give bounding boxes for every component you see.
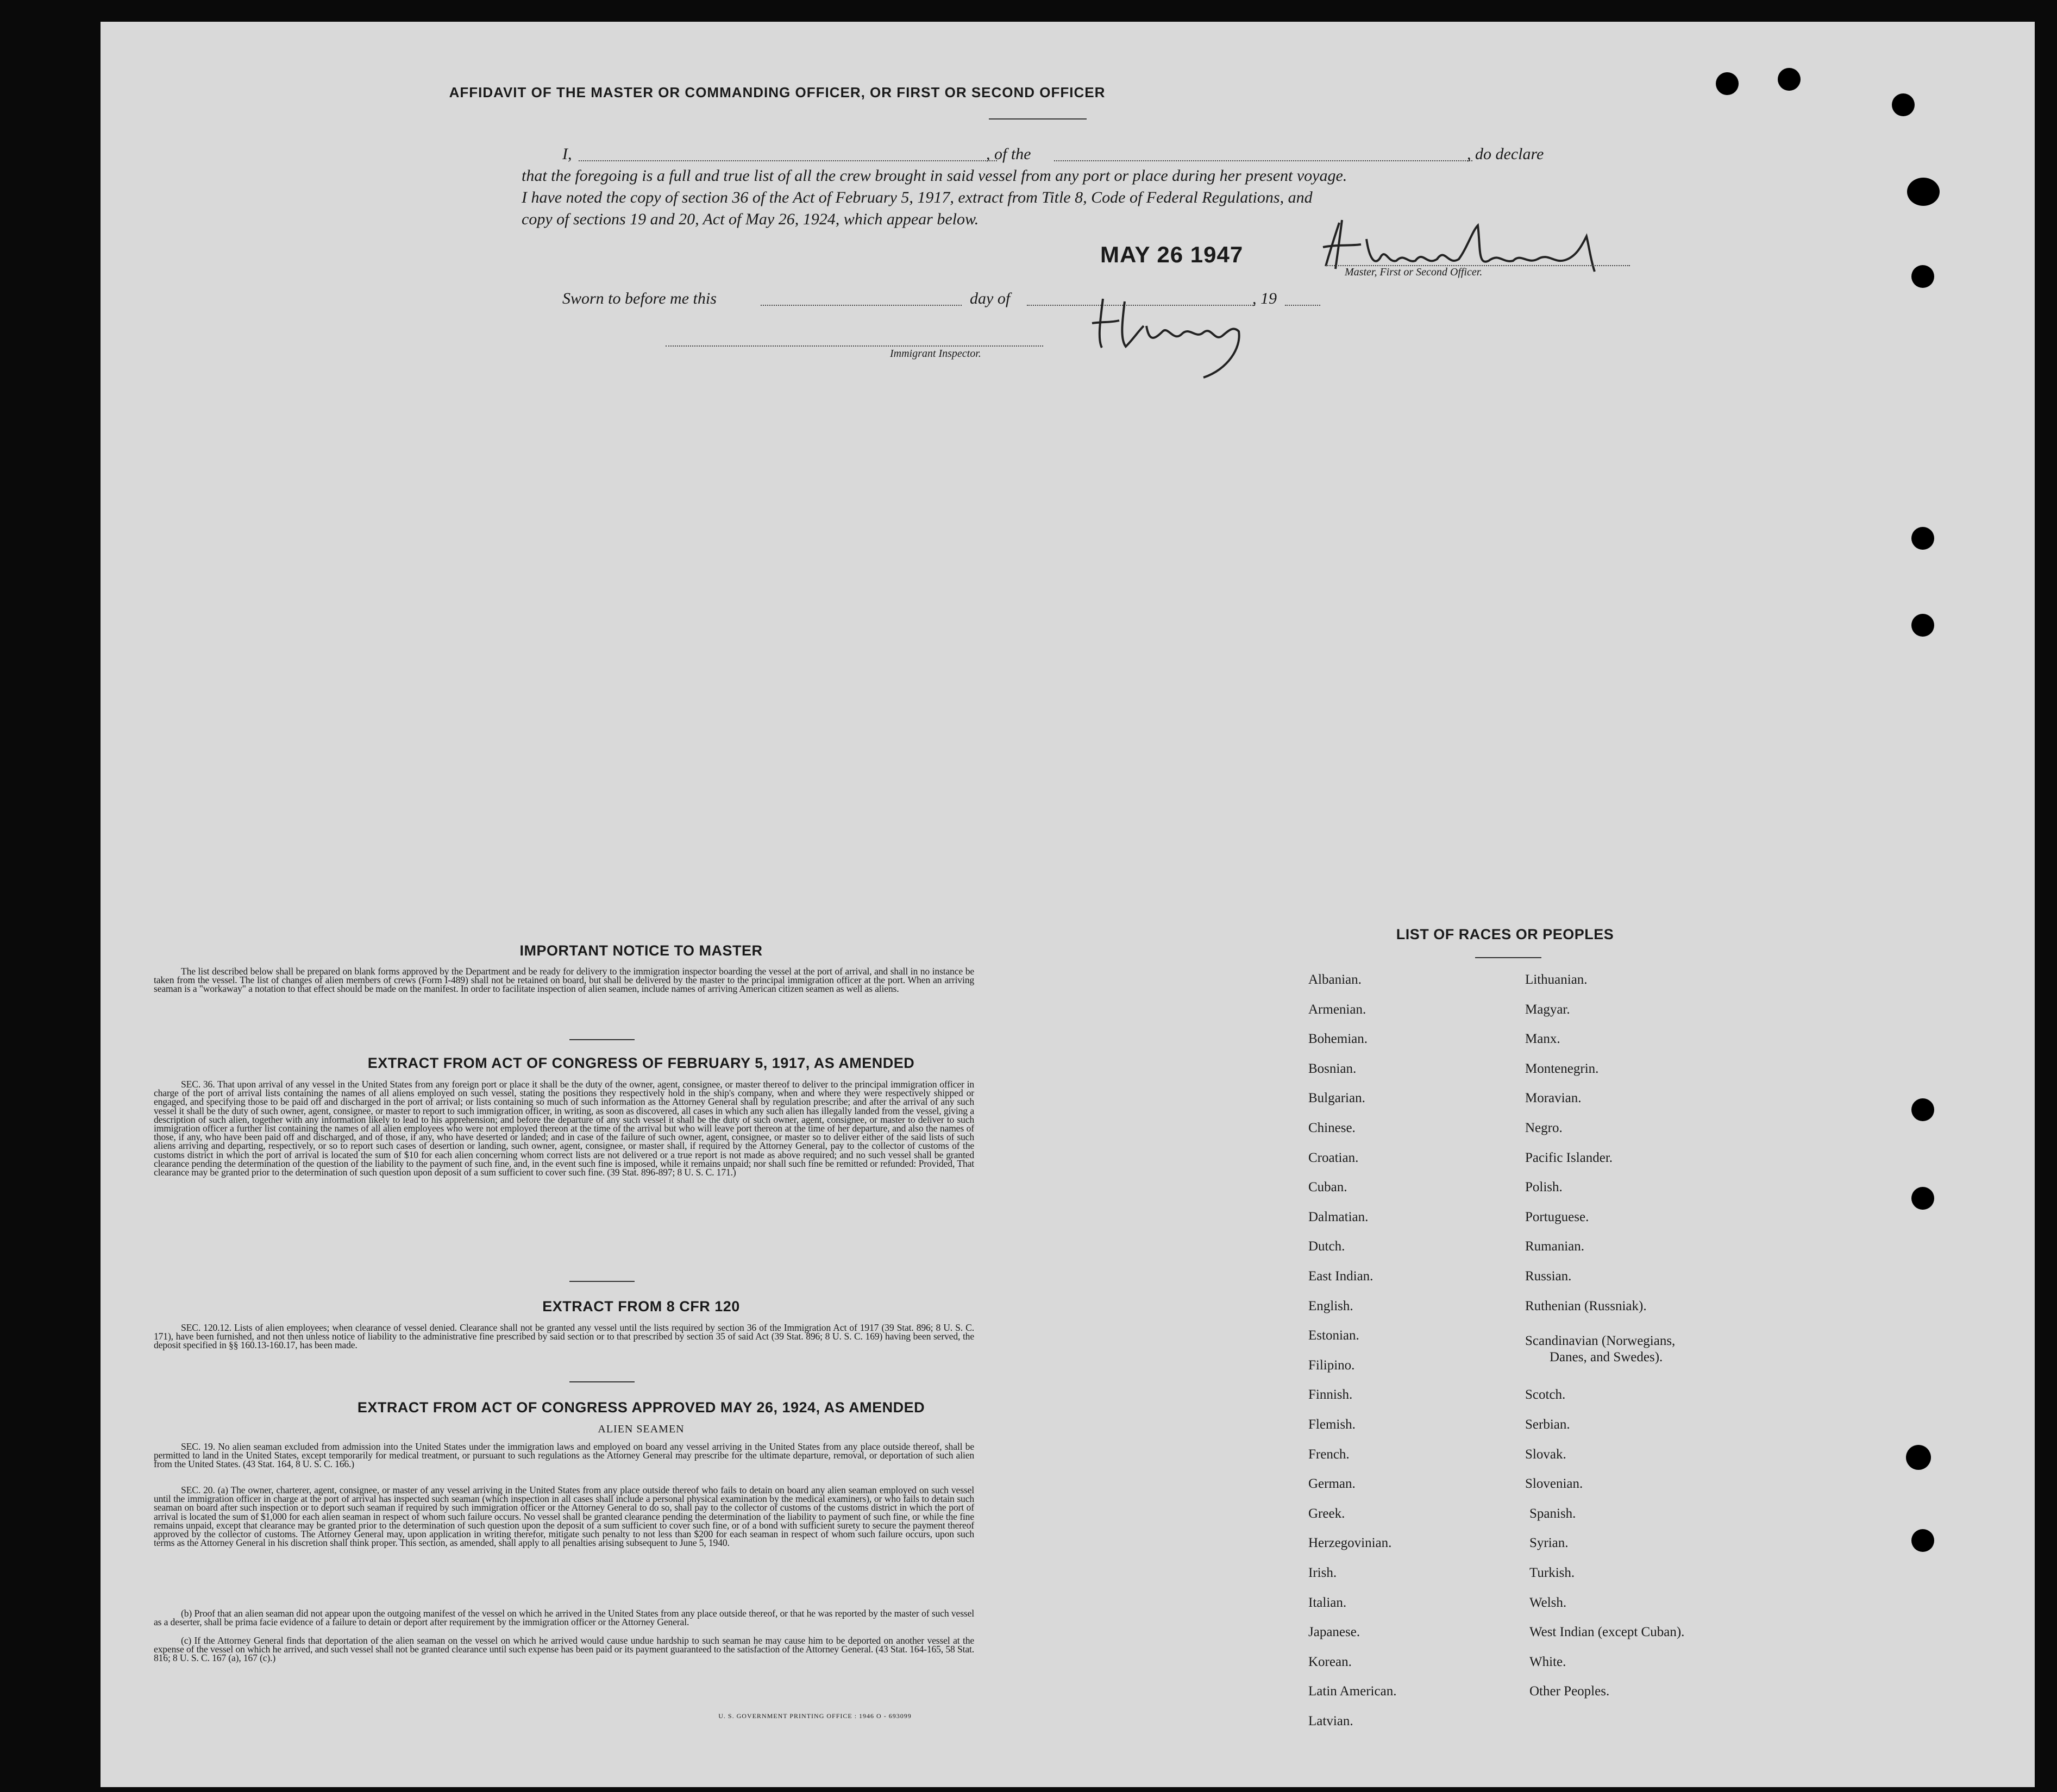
- race-item: Pacific Islander.: [1525, 1150, 1613, 1165]
- race-item: Danes, and Swedes).: [1550, 1350, 1663, 1365]
- inspector-caption: Immigrant Inspector.: [890, 348, 981, 360]
- race-item: Italian.: [1308, 1595, 1347, 1610]
- punch-hole: [1911, 1529, 1934, 1552]
- races-title: LIST OF RACES OR PEOPLES: [1396, 926, 1614, 942]
- race-item: Albanian.: [1308, 972, 1362, 987]
- notice-text: The list described below shall be prepared on blank forms approved by the Department and be ready for delivery to the immigration inspector boarding the vessel at the port of arrival, and shall in no instance be taken from the vessel. The list of changes of alien members of crews (Form I-489) shall not be retained on board, but shall be delivered by the master to the principal immigration officer at the port. When an arriving seaman is a "workaway" a notation to that effect should be made on the manifest. In order to facilitate inspection of alien seamen, include names of arriving American citizen seamen as well as aliens.: [154, 966, 974, 995]
- race-item: Scandinavian (Norwegians,: [1525, 1334, 1676, 1348]
- inspector-signature: [1087, 288, 1266, 386]
- sec-20-text: SEC. 20. (a) The owner, charterer, agent, consignee, or master of any vessel arriving in the United States from any place outside thereof who fails to detain on board any alien seaman employed on such vessel until the immigration officer in charge at the port of arrival has inspected such seaman (which inspection in all cases shall include a personal physical examination by the medical examiners), or who fails to detain such seaman on board after such inspection or to deport such seaman if required by such immigration officer or the Attorney General to do so, shall pay to the collector of customs of the customs district in which the port of arrival is located the sum of $1,000 for each alien seaman in respect of whom such failure occurs. No vessel shall be granted clearance pending the determination of the liability to payment of such fine, or while the fine remains unpaid, except that clearance may be granted prior to the determination of such question upon the deposit of a sum sufficient to cover such fine, or of a bond with sufficient surety to secure the payment thereof approved by the collector of customs. The Attorney General may, upon application in writing therefor, mitigate such penalty to not less than $200 for each seaman in respect of whom such failure occurs, upon such terms as the Attorney General in his discretion shall think proper. This section, as amended, shall apply to all penalties arising subsequent to June 5, 1940.: [154, 1485, 974, 1549]
- alien-seamen-subtitle: ALIEN SEAMEN: [598, 1423, 685, 1435]
- day-of-label: day of: [970, 290, 1011, 307]
- race-item: Flemish.: [1308, 1417, 1356, 1432]
- race-item: Slovak.: [1525, 1447, 1566, 1462]
- affiant-name-line: [579, 160, 997, 161]
- punch-hole: [1716, 72, 1739, 95]
- race-item: Bohemian.: [1308, 1032, 1368, 1047]
- affidavit-line-3: I have noted the copy of section 36 of the Act of February 5, 1917, extract from Title 8, Code of Federal Regulations, and: [522, 188, 1313, 206]
- extract-1917-divider: [569, 1281, 635, 1282]
- notice-divider: [569, 1039, 635, 1040]
- race-item: Serbian.: [1525, 1417, 1570, 1432]
- race-item: Negro.: [1525, 1121, 1563, 1135]
- race-item: Greek.: [1308, 1506, 1345, 1521]
- race-item: English.: [1308, 1298, 1353, 1313]
- race-item: West Indian (except Cuban).: [1529, 1625, 1685, 1640]
- race-item: Chinese.: [1308, 1121, 1356, 1135]
- race-item: Korean.: [1308, 1654, 1352, 1669]
- affidavit-title: AFFIDAVIT OF THE MASTER OR COMMANDING OFFICER, OR FIRST OR SECOND OFFICER: [449, 84, 1106, 100]
- of-the-label: , of the: [986, 145, 1031, 163]
- race-item: Scotch.: [1525, 1387, 1566, 1403]
- inspector-signature-line: [666, 345, 1043, 347]
- race-item: Cuban.: [1308, 1180, 1347, 1195]
- race-item: Lithuanian.: [1525, 972, 1588, 987]
- extract-1924-title: EXTRACT FROM ACT OF CONGRESS APPROVED MAY 26, 1924, AS AMENDED: [357, 1399, 925, 1416]
- race-item: Welsh.: [1529, 1595, 1567, 1610]
- race-item: Turkish.: [1529, 1565, 1575, 1580]
- sec-20b-text: (b) Proof that an alien seaman did not appear upon the outgoing manifest of the vessel on which he arrived in the United States from any place outside thereof, or that he was reported by the master of such vessel as a deserter, shall be prima facie evidence of a failure to detain or deport after requirement by the immigration officer or the Attorney General.: [154, 1608, 974, 1628]
- punch-hole: [1911, 1187, 1934, 1210]
- race-item: White.: [1529, 1654, 1566, 1669]
- race-item: German.: [1308, 1476, 1356, 1492]
- race-item: Finnish.: [1308, 1387, 1353, 1403]
- printer-line: U. S. GOVERNMENT PRINTING OFFICE : 1946 O - 693099: [718, 1712, 912, 1720]
- master-caption: Master, First or Second Officer.: [1345, 266, 1483, 278]
- date-stamp: MAY 26 1947: [1100, 242, 1244, 267]
- affidavit-line-4: copy of sections 19 and 20, Act of May 26, 1924, which appear below.: [522, 210, 979, 228]
- race-item: Moravian.: [1525, 1091, 1582, 1106]
- race-item: Other Peoples.: [1529, 1684, 1610, 1699]
- race-item: Russian.: [1525, 1269, 1572, 1284]
- vessel-name-line: [1054, 160, 1472, 161]
- extract-1917-text: SEC. 36. That upon arrival of any vessel in the United States from any foreign port or place it shall be the duty of the owner, agent, consignee, or master thereof to deliver to the principal immigration officer in charge of the port of arrival lists containing the names of all aliens employed on such vessel, stating the positions they respectively hold in the ship's company, when and where they were respectively shipped or engaged, and specifying those to be paid off and discharged in the port of arrival; or lists containing so much of such information as the Attorney General shall by regulation prescribe; and after the arrival of any such vessel it shall be the duty of such owner, agent, consignee, or master to report to such immigration officer, in writing, as soon as discovered, all cases in which any such alien has illegally landed from the vessel, giving a description of such alien, together with any information likely to lead to his apprehension; and before the departure of any such vessel it shall be the duty of such owner, agent, consignee, or master to deliver to such immigration officer a further list containing the names of all alien employees who were not employed thereon at the time of the arrival but who will leave port thereon at the time of her departure, and also the names of those, if any, who have been paid off and discharged, and of those, if any, who have deserted or landed; and in case of the failure of such owner, agent, consignee, or master so to deliver either of the said lists of such aliens arriving and departing, respectively, or so to report such cases of desertion or landing, such owner, agent, consignee, or master shall, if required by the Attorney General, pay to the collector of customs of the customs district in which the port of arrival is located the sum of $10 for each alien concerning whom correct lists are not delivered or a true report is not made as above required; and no such vessel shall be granted clearance pending the determination of the question of the liability to the payment of such fine, and, in the event such fine is imposed, while it remains unpaid; nor shall such fine be remitted or refunded: Provided, That clearance may be granted prior to the determination of such question upon deposit of a sum sufficient to cover such fine. (39 Stat. 896-897; 8 U. S. C. 171.): [154, 1079, 974, 1178]
- affidavit-line-2: that the foregoing is a full and true list of all the crew brought in said vessel from any port or place during her present voyage.: [522, 167, 1347, 185]
- race-item: Herzegovinian.: [1308, 1536, 1392, 1551]
- race-item: Irish.: [1308, 1565, 1337, 1580]
- sworn-day-line: [761, 305, 962, 306]
- race-item: Manx.: [1525, 1032, 1560, 1047]
- race-item: Filipino.: [1308, 1357, 1355, 1373]
- race-item: Polish.: [1525, 1180, 1563, 1195]
- race-item: Armenian.: [1308, 1002, 1366, 1017]
- year-label: , 19: [1252, 290, 1277, 307]
- race-item: Spanish.: [1529, 1506, 1576, 1521]
- race-item: Japanese.: [1308, 1625, 1360, 1640]
- race-item: French.: [1308, 1447, 1350, 1462]
- race-item: Magyar.: [1525, 1002, 1570, 1017]
- race-item: Estonian.: [1308, 1328, 1359, 1343]
- title-divider: [989, 118, 1087, 120]
- race-item: Ruthenian (Russniak).: [1525, 1298, 1647, 1313]
- race-item: Latvian.: [1308, 1714, 1353, 1728]
- race-item: Slovenian.: [1525, 1476, 1583, 1492]
- race-item: Syrian.: [1529, 1536, 1569, 1551]
- punch-hole: [1911, 614, 1934, 637]
- race-item: Croatian.: [1308, 1150, 1359, 1165]
- punch-hole: [1911, 1098, 1934, 1121]
- punch-hole: [1906, 1445, 1931, 1470]
- affiant-label: I,: [562, 145, 572, 163]
- sec-20c-text: (c) If the Attorney General finds that deportation of the alien seaman on the vessel on which he arrived would cause undue hardship to such seaman he may cause him to be deported on another vessel at the expense of the vessel on which he arrived, and such vessel shall not be granted clearance until such expense has been paid or its payment guaranteed to the satisfaction of the Attorney General. (43 Stat. 164-165, 58 Stat. 816; 8 U. S. C. 167 (a), 167 (c).): [154, 1635, 974, 1664]
- race-item: Dalmatian.: [1308, 1209, 1369, 1224]
- race-item: Latin American.: [1308, 1684, 1397, 1699]
- race-item: Bosnian.: [1308, 1061, 1357, 1076]
- race-item: Rumanian.: [1525, 1239, 1585, 1254]
- sworn-label: Sworn to before me this: [562, 290, 717, 307]
- race-item: Montenegrin.: [1525, 1061, 1599, 1076]
- race-item: East Indian.: [1308, 1269, 1374, 1284]
- race-item: Portuguese.: [1525, 1209, 1589, 1224]
- extract-8cfr-text: SEC. 120.12. Lists of alien employees; when clearance of vessel denied. Clearance shall not be granted any vessel until the lists required by section 36 of the Immigration Act of 1917 (39 Stat. 896; 8 U. S. C. 171), have been furnished, and not then unless notice of liability to the administrative fine prescribed by said section or to that prescribed by section 35 of said Act (39 Stat. 896; 8 U. S. C. 169) having been served, the deposit specified in §§ 160.13-160.17, has been made.: [154, 1322, 974, 1351]
- extract-1917-title: EXTRACT FROM ACT OF CONGRESS OF FEBRUARY 5, 1917, AS AMENDED: [367, 1055, 915, 1071]
- extract-8cfr-title: EXTRACT FROM 8 CFR 120: [542, 1298, 740, 1315]
- punch-hole: [1778, 68, 1801, 91]
- punch-hole: [1907, 178, 1940, 206]
- race-item: Dutch.: [1308, 1239, 1345, 1254]
- punch-hole: [1911, 527, 1934, 550]
- extract-8cfr-divider: [569, 1381, 635, 1382]
- notice-title: IMPORTANT NOTICE TO MASTER: [519, 942, 763, 959]
- sec-19-text: SEC. 19. No alien seaman excluded from admission into the United States under the immigration laws and employed on board any vessel arriving in the United States from any place outside thereof, shall be permitted to land in the United States, except temporarily for medical treatment, or pursuant to such regulations as the Attorney General may prescribe for the ultimate departure, removal, or deportation of such alien from the United States. (43 Stat. 164, 8 U. S. C. 166.): [154, 1441, 974, 1470]
- punch-hole: [1892, 93, 1915, 116]
- race-item: Bulgarian.: [1308, 1091, 1365, 1106]
- punch-hole: [1911, 265, 1934, 288]
- do-declare-label: , do declare: [1467, 145, 1544, 163]
- races-divider: [1475, 957, 1541, 958]
- sworn-year-line: [1285, 305, 1320, 306]
